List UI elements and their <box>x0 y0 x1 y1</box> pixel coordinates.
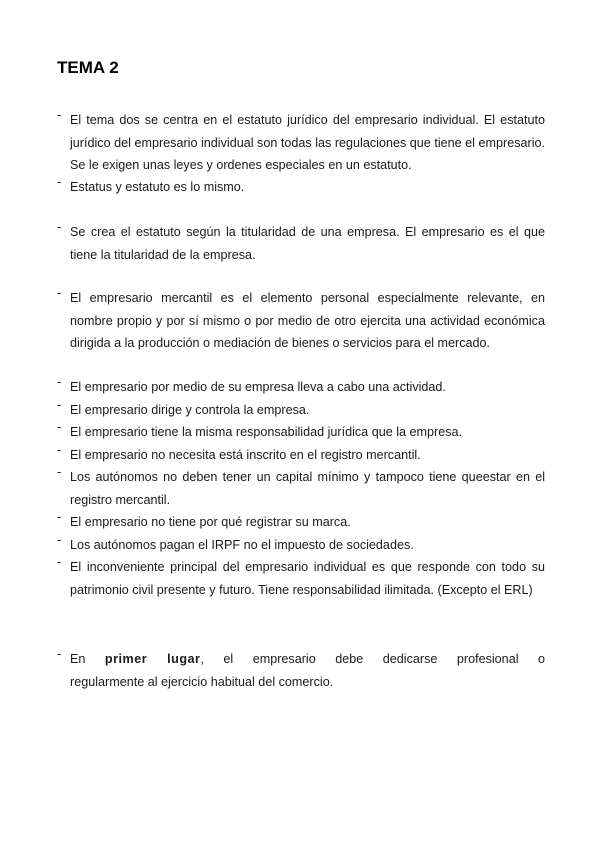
bullet-dash: - <box>57 509 62 524</box>
item-prefix: En <box>70 652 86 666</box>
list-item <box>57 109 545 177</box>
list-item <box>57 176 545 199</box>
item-text: El empresario mercantil es el elemento personal especialmente relevante, en nombre propio y por sí mismo o por medio de otro ejercita una actividad económica dirigida a la producción o mediación de bienes o servicios para el mercado. <box>70 291 545 350</box>
bullet-dash: - <box>57 285 62 300</box>
item-line-rest: , el empresario debe dedicarse profesional o <box>200 652 546 666</box>
list-item <box>57 221 545 266</box>
list-item <box>57 399 545 422</box>
list-item <box>57 534 545 557</box>
list-item <box>57 444 545 467</box>
item-text: El empresario no tiene por qué registrar su marca. <box>70 515 351 529</box>
item-text <box>70 648 545 693</box>
item-emphasis: primer lugar <box>104 652 201 666</box>
bullet-dash: - <box>57 646 62 661</box>
list-item <box>57 376 545 399</box>
list-item <box>57 421 545 444</box>
item-text: El empresario por medio de su empresa lleva a cabo una actividad. <box>70 380 446 394</box>
bullet-dash: - <box>57 107 62 122</box>
bullet-dash: - <box>57 174 62 189</box>
list-item <box>57 648 545 693</box>
item-text: Los autónomos no deben tener un capital mínimo y tampoco tiene queestar en el registro mercantil. <box>70 470 545 507</box>
bullet-dash: - <box>57 554 62 569</box>
list-item <box>57 466 545 511</box>
bullet-dash: - <box>57 442 62 457</box>
item-text: Los autónomos pagan el IRPF no el impuesto de sociedades. <box>70 538 414 552</box>
item-text: Se crea el estatuto según la titularidad de una empresa. El empresario es el que tiene la titularidad de la empresa. <box>70 225 545 262</box>
bullet-dash: - <box>57 532 62 547</box>
list-item <box>57 287 545 355</box>
list-item <box>57 556 545 601</box>
item-line: regularmente al ejercicio habitual del comercio. <box>70 674 334 689</box>
item-line <box>70 648 545 671</box>
item-text: El empresario dirige y controla la empresa. <box>70 403 310 417</box>
bullet-dash: - <box>57 464 62 479</box>
bullet-dash: - <box>57 219 62 234</box>
list-item <box>57 511 545 534</box>
item-text: El tema dos se centra en el estatuto jurídico del empresario individual. El estatuto jurídico del empresario individual son todas las regulaciones que tiene el empresario. Se le exigen unas leyes y ordenes especiales en un estatuto. <box>70 113 545 172</box>
item-text: El empresario no necesita está inscrito en el registro mercantil. <box>70 448 421 462</box>
bullet-dash: - <box>57 397 62 412</box>
item-text: El inconveniente principal del empresario individual es que responde con todo su patrimonio civil presente y futuro. Tiene responsabilidad ilimitada. (Excepto el ERL) <box>70 560 545 597</box>
bullet-dash: - <box>57 374 62 389</box>
page-title: TEMA 2 <box>57 58 119 77</box>
item-text: El empresario tiene la misma responsabilidad jurídica que la empresa. <box>70 425 462 439</box>
bullet-dash: - <box>57 419 62 434</box>
item-text: Estatus y estatuto es lo mismo. <box>70 180 245 194</box>
